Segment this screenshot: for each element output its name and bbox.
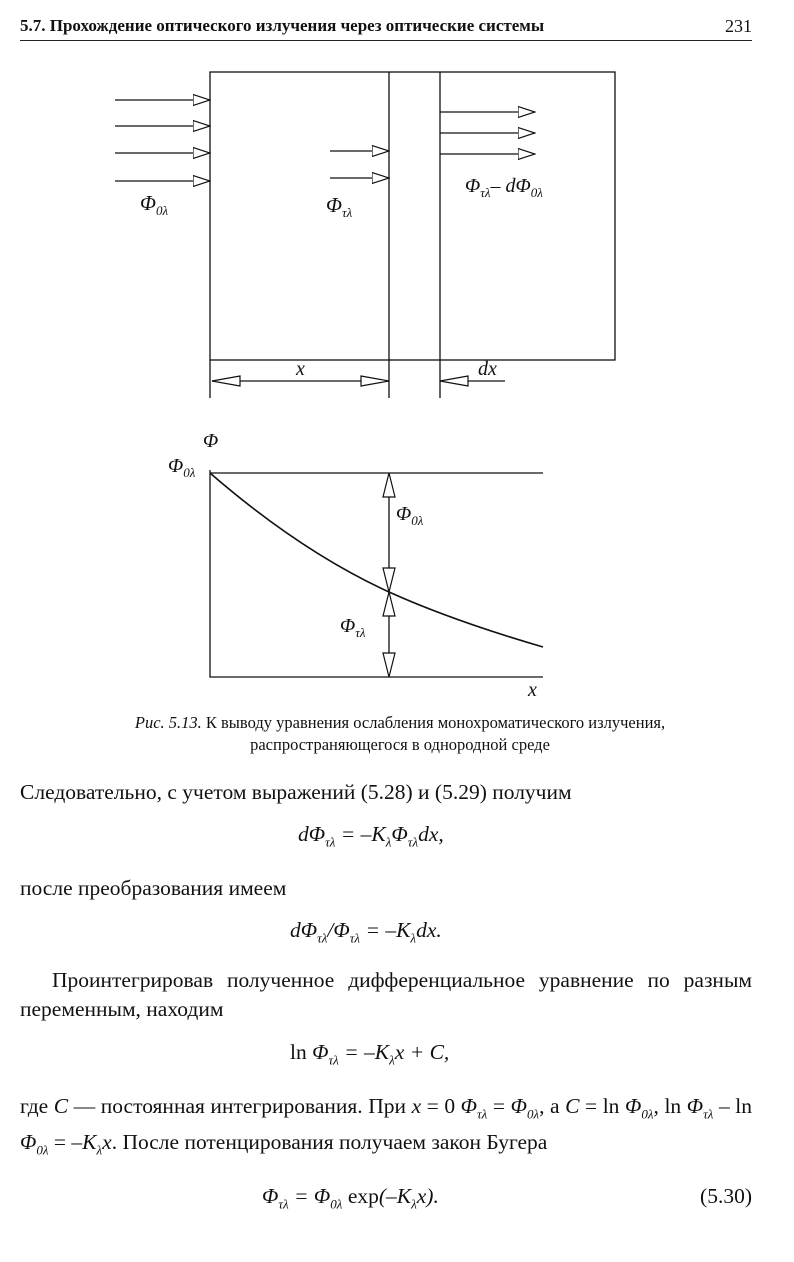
axis-y-label: Φ	[203, 430, 219, 452]
caption-label: Рис. 5.13.	[134, 713, 202, 732]
attenuation-curve	[210, 473, 543, 647]
label-phi0: $\Phi_{0\lambda}$	[140, 191, 169, 218]
page-number: 231	[725, 16, 752, 36]
paragraph-3: Проинтегрировав полученное дифференциальное уравнение по разным переменным, находим	[20, 968, 752, 1021]
paragraph-2: после преобразования имеем	[20, 876, 287, 900]
label-x: x	[296, 358, 305, 380]
label-out: $\Phi_{\tau\lambda}-$ $d\Phi_{0\lambda}$	[465, 175, 543, 200]
label-dx: dx	[478, 358, 497, 380]
gap-arrow-top-head	[383, 473, 395, 497]
equation-4: $\Phi_{\tau\lambda} = \Phi_{0\lambda}$ $\exp(-K_\lambda x)$.	[262, 1184, 439, 1212]
remain-arrow-bottom-head	[383, 653, 395, 677]
figure-caption	[100, 712, 700, 756]
graph-axes	[210, 470, 543, 677]
section-title: 5.7. Прохождение оптического излучения через оптические системы	[20, 16, 545, 35]
level-label: $\Phi_{0\lambda}$	[168, 455, 196, 480]
paragraph-4: где C — постоянная интегрирования. При x = 0 $\Phi_{\tau\lambda} = \Phi_{0\lambda}$, а $C = \ln \Phi_{0\lambda}$, $\ln \Phi_{\tau\lambda} - \ln \Phi_{0\lambda} = -K_\lambda x$. После потенцирования получаем закон Бугера	[20, 1094, 752, 1158]
gap-arrow-bottom-head	[383, 568, 395, 592]
equation-number: (5.30)	[700, 1184, 752, 1208]
axis-x-label: x	[528, 679, 537, 701]
gap-label: $\Phi_{0\lambda}$	[396, 503, 424, 528]
caption-text: К выводу уравнения ослабления монохроматического излучения, распространяющегося в однородной среде	[205, 713, 666, 754]
paragraph-1: Следовательно, с учетом выражений (5.28) и (5.29) получим	[20, 780, 572, 804]
equation-2: $d\Phi_{\tau\lambda}/\Phi_{\tau\lambda} = -K_\lambda dx$.	[290, 918, 442, 946]
remain-arrow-top-head	[383, 592, 395, 616]
equation-3: $\ln \Phi_{\tau\lambda} = -K_\lambda x + C$,	[290, 1040, 450, 1068]
equation-1: $d\Phi_{\tau\lambda} = -K_\lambda\Phi_{\tau\lambda}dx$,	[298, 822, 444, 850]
remain-label: $\Phi_{\tau\lambda}$	[340, 615, 366, 640]
label-phitau: $\Phi_{\tau\lambda}$	[326, 193, 353, 220]
